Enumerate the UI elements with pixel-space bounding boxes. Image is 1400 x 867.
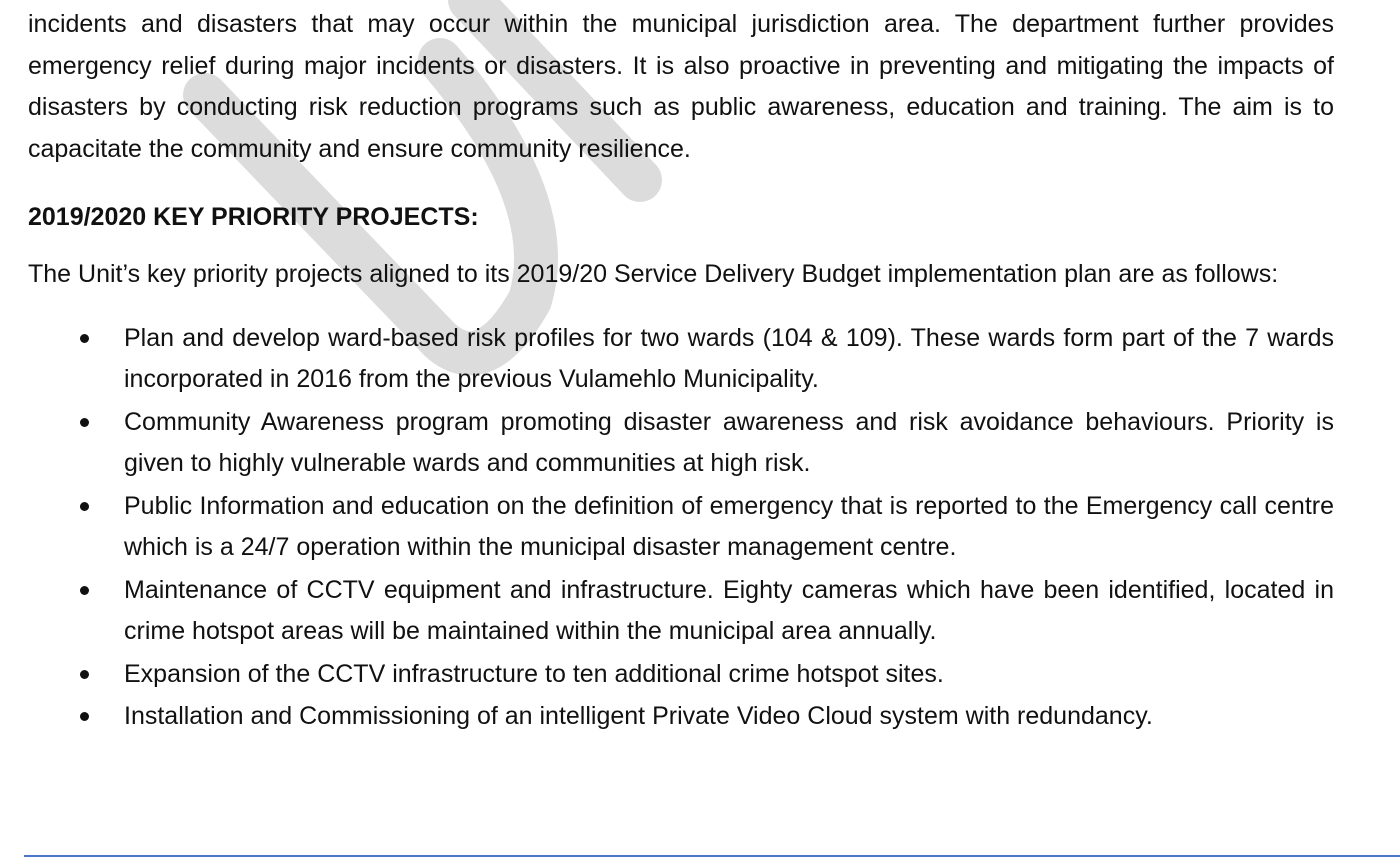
list-item-text: Installation and Commissioning of an intelligent Private Video Cloud system with redundancy. [124, 702, 1153, 730]
section-heading: 2019/2020 KEY PRIORITY PROJECTS: [28, 203, 479, 231]
bullet-icon [80, 334, 89, 343]
intro-paragraph: incidents and disasters that may occur within the municipal jurisdiction area. The department further provides emergency relief during major incidents or disasters. It is also proactive in preventing and mitigating the impacts of disasters by conducting risk reduction programs such as public awareness, education and training. The aim is to capacitate the community and ensure community resilience. [28, 10, 1334, 163]
list-item [28, 318, 1334, 401]
list-item-text: Community Awareness program promoting disaster awareness and risk avoidance behaviours. Priority is given to highly vulnerable wards and communities at high risk. [124, 407, 1334, 477]
list-item-text: Expansion of the CCTV infrastructure to ten additional crime hotspot sites. [124, 659, 944, 688]
list-item [28, 696, 1334, 738]
list-item-text: Public Information and education on the definition of emergency that is reported to the Emergency call centre which is a 24/7 operation within the municipal disaster management centre. [124, 491, 1334, 561]
list-item-text: Maintenance of CCTV equipment and infrastructure. Eighty cameras which have been identified, located in crime hotspot areas will be maintained within the municipal area annually. [124, 575, 1334, 645]
bullet-icon [80, 712, 89, 721]
bullet-icon [80, 670, 89, 679]
bullet-icon [80, 502, 89, 511]
bullet-icon [80, 418, 89, 427]
bullet-icon [80, 586, 89, 595]
list-item-text: Plan and develop ward-based risk profiles for two wards (104 & 109). These wards form part of the 7 wards incorporated in 2016 from the previous Vulamehlo Municipality. [124, 323, 1334, 393]
list-item [28, 570, 1334, 653]
list-item [28, 402, 1334, 485]
section-intro-paragraph: The Unit’s key priority projects aligned to its 2019/20 Service Delivery Budget implementation plan are as follows: [28, 260, 1279, 288]
document-page [28, 0, 1334, 739]
list-item [28, 486, 1334, 569]
priority-projects-list [28, 318, 1334, 738]
list-item [28, 654, 1334, 696]
footer-divider [24, 855, 1400, 857]
